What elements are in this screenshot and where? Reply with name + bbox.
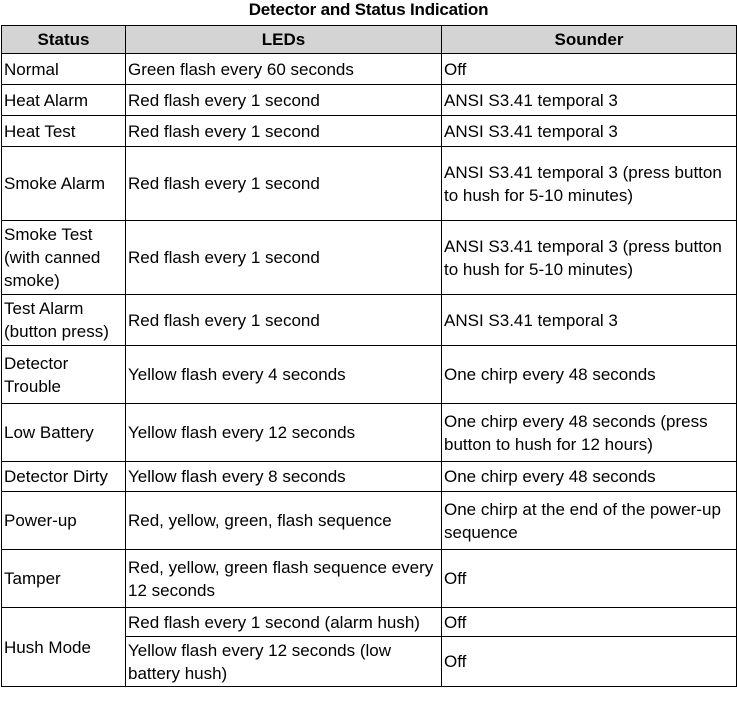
leds-cell: Red, yellow, green, flash sequence: [126, 492, 442, 550]
status-cell: Low Battery: [2, 404, 126, 462]
table-row: [2, 608, 737, 637]
sounder-cell: ANSI S3.41 temporal 3: [442, 295, 737, 346]
status-cell: Normal: [2, 54, 126, 85]
status-cell: Detector Dirty: [2, 462, 126, 492]
table-row: [2, 221, 737, 295]
status-cell: Detector Trouble: [2, 346, 126, 404]
table-row: [2, 54, 737, 85]
leds-cell: Red flash every 1 second (alarm hush): [126, 608, 442, 637]
table-row: [2, 147, 737, 221]
detector-status-table: [1, 25, 737, 687]
table-row: [2, 116, 737, 147]
status-cell: Smoke Alarm: [2, 147, 126, 221]
table-row: [2, 462, 737, 492]
leds-cell: Red flash every 1 second: [126, 85, 442, 116]
leds-cell: Yellow flash every 8 seconds: [126, 462, 442, 492]
status-cell: Heat Alarm: [2, 85, 126, 116]
header-status: Status: [2, 26, 126, 54]
leds-cell: Red flash every 1 second: [126, 221, 442, 295]
header-leds: LEDs: [126, 26, 442, 54]
sounder-cell: ANSI S3.41 temporal 3 (press button to hush for 5-10 minutes): [442, 221, 737, 295]
leds-cell: Green flash every 60 seconds: [126, 54, 442, 85]
status-cell: Power-up: [2, 492, 126, 550]
sounder-cell: ANSI S3.41 temporal 3 (press button to hush for 5-10 minutes): [442, 147, 737, 221]
sounder-cell: One chirp every 48 seconds: [442, 346, 737, 404]
header-sounder: Sounder: [442, 26, 737, 54]
status-cell: Smoke Test (with canned smoke): [2, 221, 126, 295]
leds-cell: Yellow flash every 4 seconds: [126, 346, 442, 404]
table-title: Detector and Status Indication: [248, 0, 489, 19]
leds-cell: Red, yellow, green flash sequence every 12 seconds: [126, 550, 442, 608]
status-cell: Tamper: [2, 550, 126, 608]
sounder-cell: Off: [442, 54, 737, 85]
sounder-cell: Off: [442, 637, 737, 687]
sounder-cell: ANSI S3.41 temporal 3: [442, 116, 737, 147]
sounder-cell: Off: [442, 608, 737, 637]
sounder-cell: One chirp at the end of the power-up sequence: [442, 492, 737, 550]
table-row: [2, 404, 737, 462]
table-row: [2, 550, 737, 608]
header-row: [2, 26, 737, 54]
table-row: [2, 85, 737, 116]
status-cell: Test Alarm (button press): [2, 295, 126, 346]
leds-cell: Red flash every 1 second: [126, 116, 442, 147]
status-cell: Hush Mode: [2, 608, 126, 687]
leds-cell: Red flash every 1 second: [126, 147, 442, 221]
leds-cell: Yellow flash every 12 seconds (low battery hush): [126, 637, 442, 687]
status-cell: Heat Test: [2, 116, 126, 147]
leds-cell: Yellow flash every 12 seconds: [126, 404, 442, 462]
table-row: [2, 492, 737, 550]
sounder-cell: Off: [442, 550, 737, 608]
leds-cell: Red flash every 1 second: [126, 295, 442, 346]
sounder-cell: One chirp every 48 seconds: [442, 462, 737, 492]
sounder-cell: ANSI S3.41 temporal 3: [442, 85, 737, 116]
table-row: [2, 295, 737, 346]
table-row: [2, 346, 737, 404]
sounder-cell: One chirp every 48 seconds (press button to hush for 12 hours): [442, 404, 737, 462]
